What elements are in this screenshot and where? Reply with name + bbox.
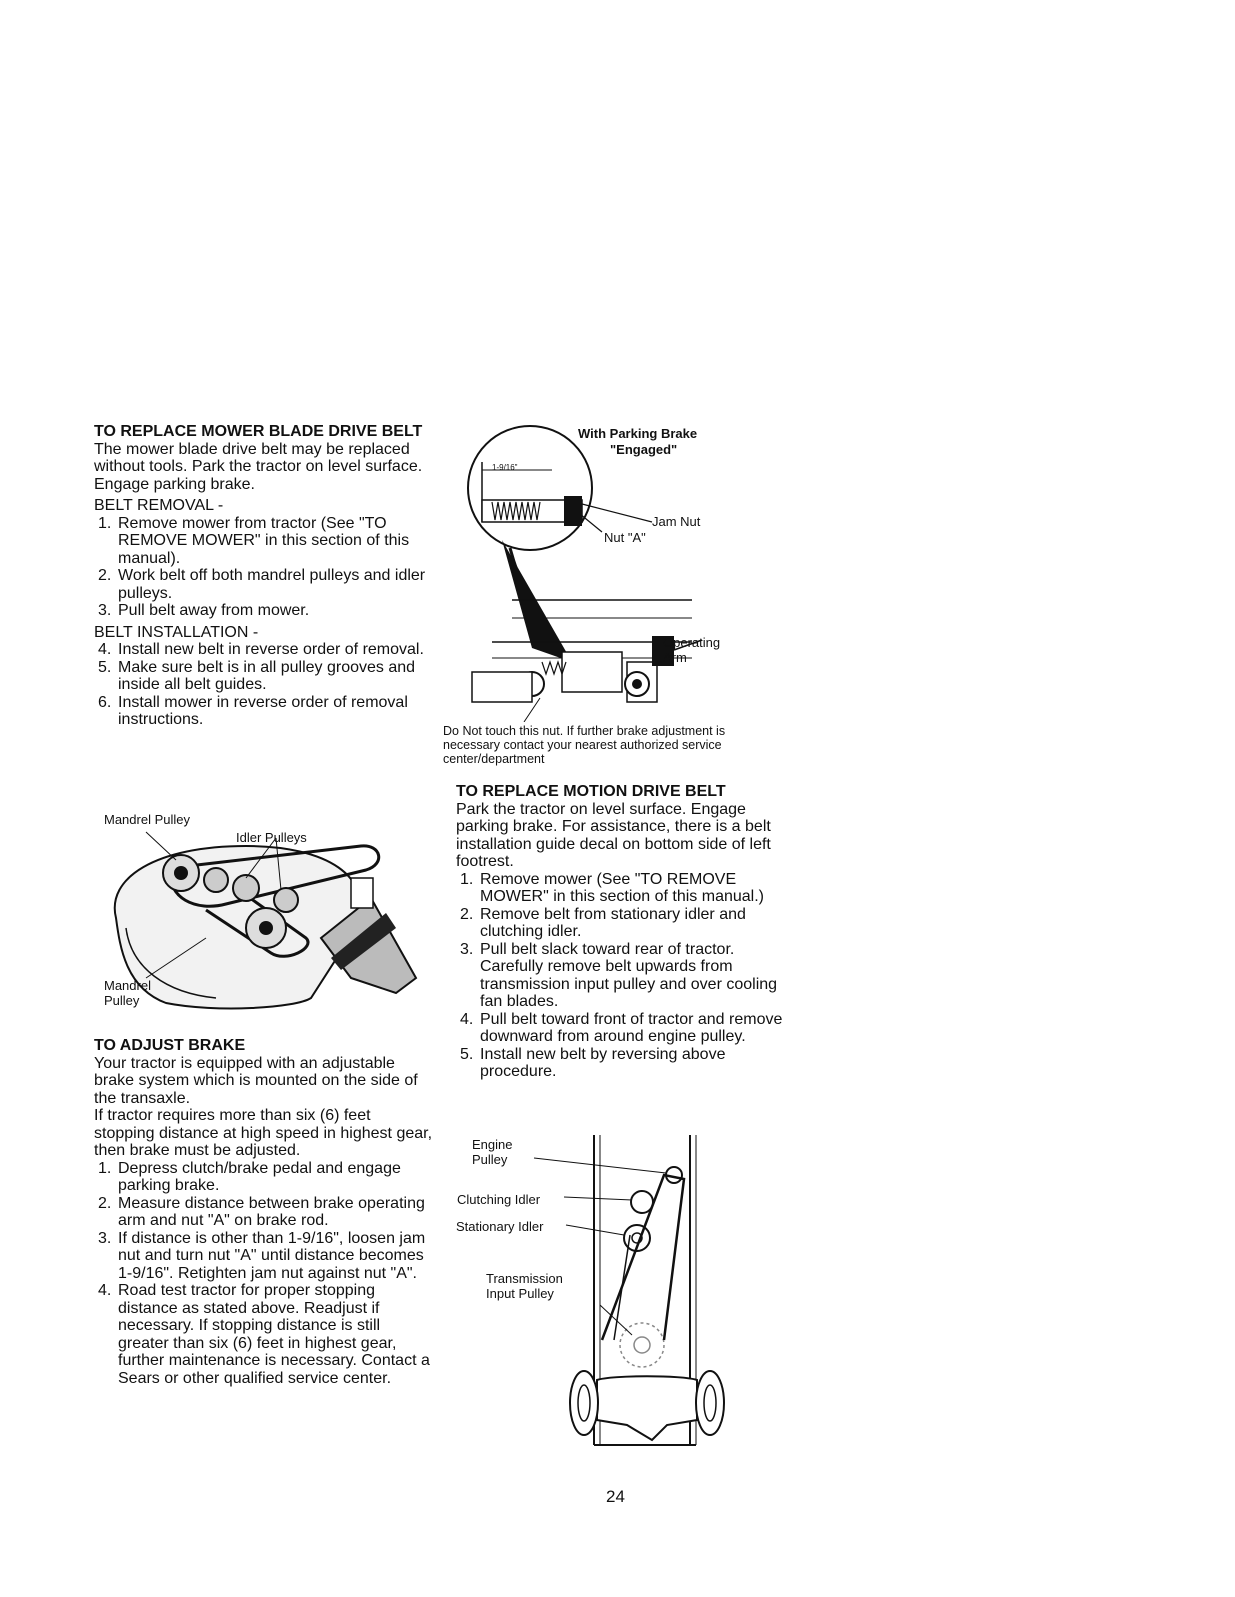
clutching-idler-label: Clutching Idler [457, 1192, 541, 1207]
belt-installation-steps [94, 641, 434, 729]
brake-figure-caption: Do Not touch this nut. If further brake adjustment is necessary contact your nearest authorized service center/department [443, 724, 726, 766]
list-item: 5. Install new belt by reversing above procedure. [460, 1045, 726, 1080]
list-item: 1. Remove mower (See "TO REMOVE MOWER" in this section of this manual.) [460, 870, 764, 905]
nut-a-label: Nut "A" [604, 530, 646, 545]
list-item: 3. Pull belt away from mower. [98, 602, 310, 619]
mower-deck-figure [96, 812, 426, 1038]
page-number: 24 [606, 1487, 625, 1506]
motion-belt-section [456, 783, 786, 1081]
idler-pulleys-label: Idler Pulleys [236, 830, 307, 845]
list-item: 3. If distance is other than 1-9/16", loosen jam nut and turn nut "A" until distance becomes 1-9/16". Retighten jam nut against nut "A". [98, 1229, 426, 1282]
adjust-brake-steps [94, 1160, 434, 1388]
brake-figure [452, 422, 782, 722]
belt-installation-heading: BELT INSTALLATION - [94, 623, 259, 641]
blade-belt-heading: TO REPLACE MOWER BLADE DRIVE BELT [94, 423, 423, 440]
jam-nut-label: Jam Nut [652, 514, 701, 529]
list-item: 6. Install mower in reverse order of removal instructions. [98, 693, 408, 728]
adjust-brake-intro-2: If tractor requires more than six (6) feet stopping distance at high speed in highest gear, then brake must be adjusted. [94, 1107, 433, 1159]
operating-arm-label: Operating Arm [663, 635, 721, 665]
list-item: 1. Remove mower from tractor (See "TO REMOVE MOWER" in this section of this manual). [98, 514, 410, 567]
engaged-label: "Engaged" [610, 442, 678, 457]
list-item: 2. Remove belt from stationary idler and clutching idler. [460, 905, 746, 940]
list-item: 4. Pull belt toward front of tractor and remove downward from around engine pulley. [460, 1010, 783, 1045]
list-item: 3. Pull belt slack toward rear of tractor. Carefully remove belt upwards from transmission input pulley and over cooling fan blades. [460, 940, 778, 1010]
mandrel-pulley-label-top: Mandrel Pulley [104, 812, 190, 827]
motion-belt-steps [456, 871, 786, 1081]
list-item: 4. Road test tractor for proper stopping distance as stated above. Readjust if necessary. If stopping distance is still greater than six (6) feet in highest gear, further maintenance is necessary. Contact a Sears or other qualified service center. [98, 1282, 430, 1387]
transmission-pulley-label: Transmission Input Pulley [486, 1271, 563, 1301]
belt-removal-steps [94, 515, 434, 620]
adjust-brake-heading: TO ADJUST BRAKE [94, 1037, 246, 1054]
list-item: 1. Depress clutch/brake pedal and engage parking brake. [98, 1159, 401, 1194]
adjust-brake-intro: Your tractor is equipped with an adjustable brake system which is mounted on the side of the transaxle. [94, 1054, 418, 1107]
stationary-idler-label: Stationary Idler [456, 1219, 544, 1234]
dimension-label: 1-9/16" [492, 463, 518, 472]
blade-belt-intro: The mower blade drive belt may be replaced without tools. Park the tractor on level surface. Engage parking brake. [94, 440, 423, 493]
motion-belt-figure [452, 1135, 752, 1455]
list-item: 2. Work belt off both mandrel pulleys and idler pulleys. [98, 567, 426, 602]
adjust-brake-section [94, 1037, 434, 1387]
belt-removal-heading: BELT REMOVAL - [94, 497, 224, 514]
list-item: 5. Make sure belt is in all pulley grooves and inside all belt guides. [98, 658, 416, 693]
motion-belt-heading: TO REPLACE MOTION DRIVE BELT [456, 783, 726, 800]
engine-pulley-label: Engine Pulley [472, 1137, 513, 1167]
mandrel-pulley-label-bottom: Mandrel Pulley [104, 978, 151, 1008]
blade-belt-section [94, 423, 434, 729]
motion-belt-intro: Park the tractor on level surface. Engage parking brake. For assistance, there is a belt installation guide decal on bottom side of left footrest. [456, 800, 771, 870]
list-item: 4. Install new belt in reverse order of removal. [98, 641, 424, 658]
list-item: 2. Measure distance between brake operating arm and nut "A" on brake rod. [98, 1194, 425, 1229]
parking-brake-label: With Parking Brake [578, 426, 698, 441]
